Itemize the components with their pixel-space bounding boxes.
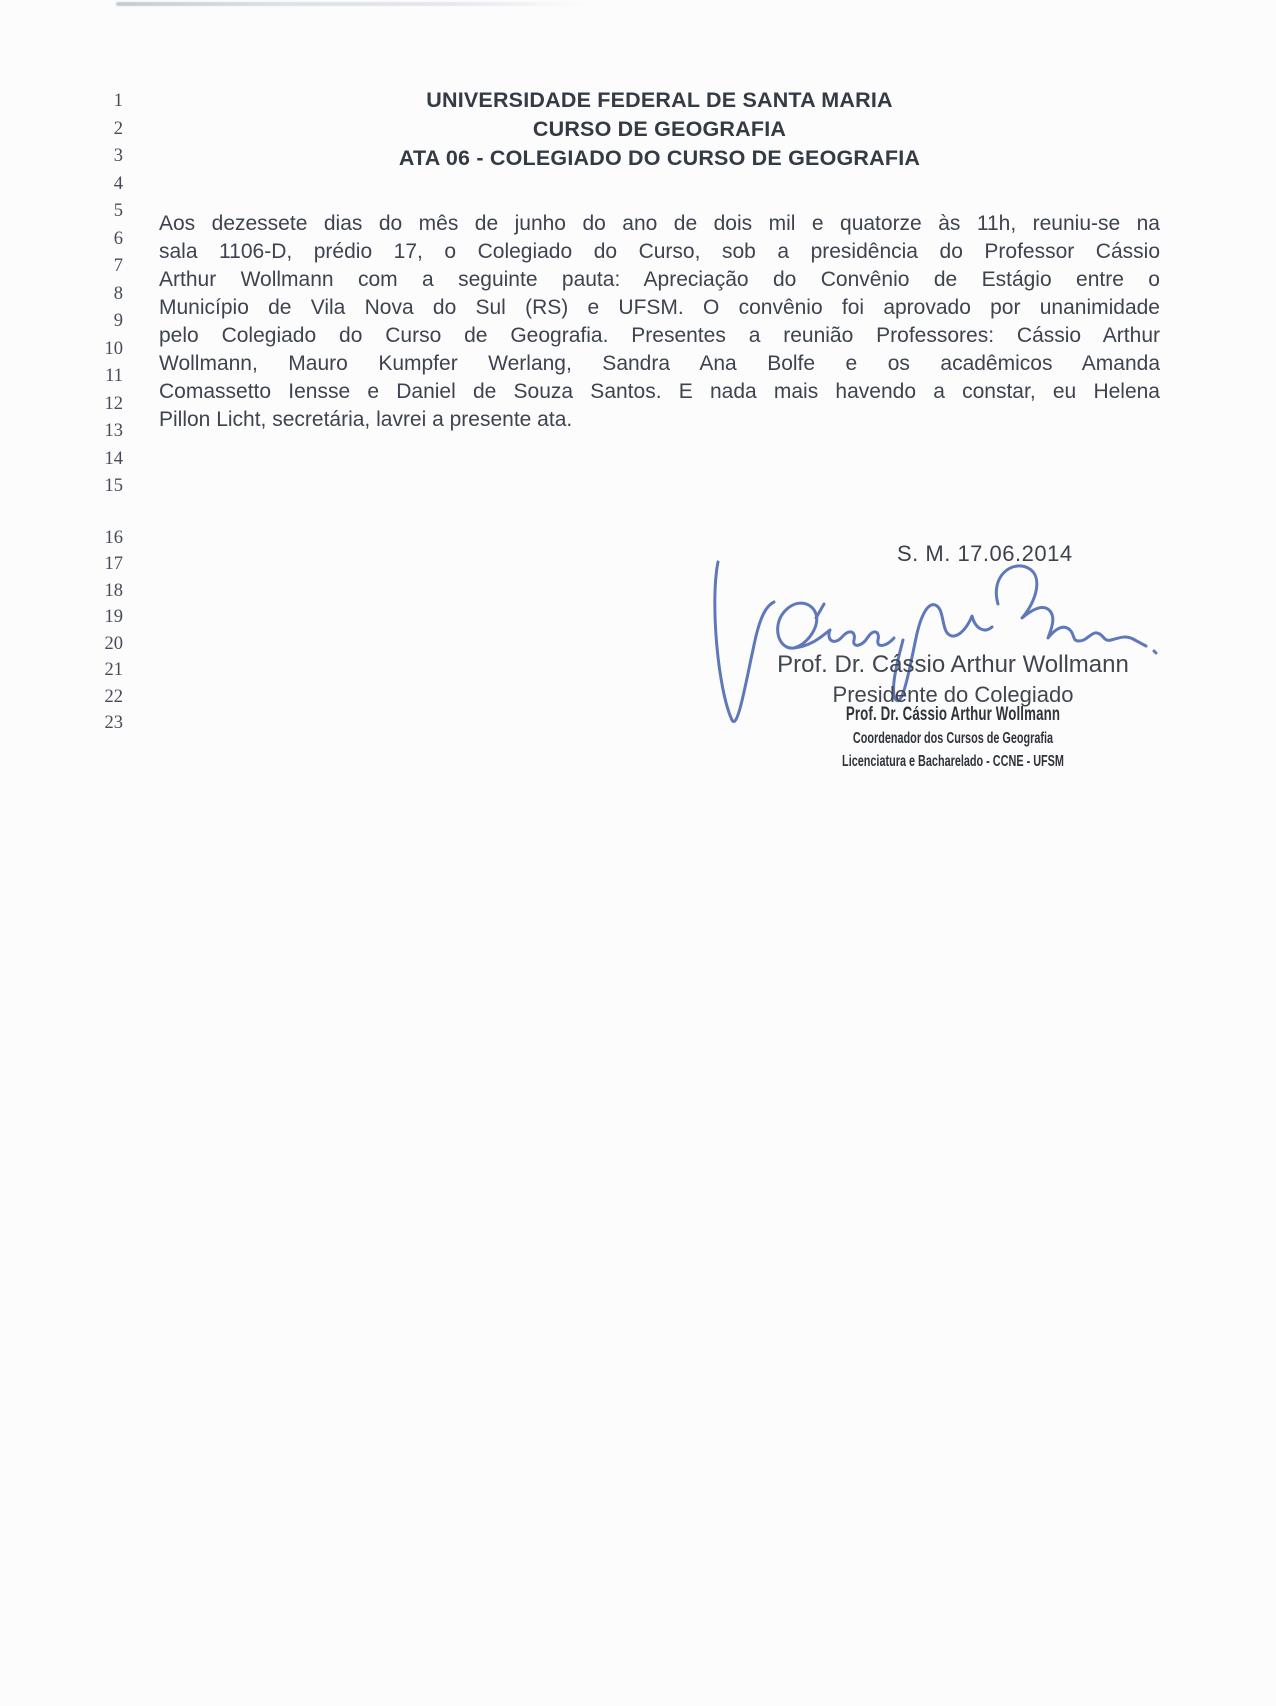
place-and-date: S. M. 17.06.2014 xyxy=(897,541,1073,566)
margin-line-numbers xyxy=(60,88,123,737)
line-number: 23 xyxy=(104,713,123,733)
scanner-artifact-streak xyxy=(116,2,592,6)
line-number: 3 xyxy=(113,146,123,166)
line-number: 6 xyxy=(113,228,123,249)
header-course: CURSO DE GEOGRAFIA xyxy=(532,117,787,141)
signatory-name: Prof. Dr. Cássio Arthur Wollmann xyxy=(777,651,1129,678)
body-text-line: pelo Colegiado do Curso de Geografia. Presentes a reunião Professores: Cássio Arthur xyxy=(159,324,1160,347)
line-number: 11 xyxy=(105,366,123,386)
body-text-line: Comassetto Iensse e Daniel de Souza Santos. E nada mais havendo a constar, eu Helena xyxy=(159,380,1160,403)
body-text-line: Pillon Licht, secretária, lavrei a presente ata. xyxy=(159,408,573,431)
signatory-role: Presidente do Colegiado xyxy=(832,682,1074,707)
line-number: 15 xyxy=(104,476,123,496)
line-number: 9 xyxy=(113,311,123,331)
document-header xyxy=(159,86,1160,173)
line-number: 5 xyxy=(113,201,123,221)
line-number: 21 xyxy=(104,660,123,680)
header-document-title: ATA 06 - COLEGIADO DO CURSO DE GEOGRAFIA xyxy=(398,146,921,170)
line-number: 1 xyxy=(113,91,123,111)
line-number: 12 xyxy=(104,393,123,414)
stamp-role-line: Coordenador dos Cursos de Geografia xyxy=(852,730,1054,747)
line-number-gap xyxy=(60,501,123,525)
signature-last-name-stroke xyxy=(996,566,1146,646)
line-number: 20 xyxy=(104,633,123,654)
line-number: 8 xyxy=(113,283,123,304)
body-text-line: Arthur Wollmann com a seguinte pauta: Apreciação do Convênio de Estágio entre o xyxy=(159,268,1160,291)
signature-first-name-stroke xyxy=(778,603,894,648)
stamp-unit-line: Licenciatura e Bacharelado - CCNE - UFSM xyxy=(842,753,1064,770)
header-institution: UNIVERSIDADE FEDERAL DE SANTA MARIA xyxy=(426,88,893,112)
body-text-line: Aos dezessete dias do mês de junho do ano de dois mil e quatorze às 11h, reuniu-se na xyxy=(159,212,1160,235)
line-number: 4 xyxy=(113,173,123,194)
line-number: 2 xyxy=(113,118,123,139)
line-number: 16 xyxy=(104,527,123,548)
line-number: 13 xyxy=(104,421,123,441)
minutes-paragraph xyxy=(159,210,1160,434)
stamp-name-line: Prof. Dr. Cássio Arthur Wollmann xyxy=(845,704,1061,725)
line-number: 22 xyxy=(104,686,123,707)
body-text-line: sala 1106-D, prédio 17, o Colegiado do Curso, sob a presidência do Professor Cássio xyxy=(159,240,1160,263)
line-number: 19 xyxy=(104,607,123,627)
body-text-line: Município de Vila Nova do Sul (RS) e UFSM. O convênio foi aprovado por unanimidade xyxy=(159,296,1160,319)
line-number: 17 xyxy=(104,554,123,574)
body-text-line: Wollmann, Mauro Kumpfer Werlang, Sandra Ana Bolfe e os acadêmicos Amanda xyxy=(159,352,1160,375)
line-number: 7 xyxy=(113,256,123,276)
line-number: 18 xyxy=(104,580,123,601)
line-number: 10 xyxy=(104,338,123,359)
line-number: 14 xyxy=(104,448,123,469)
